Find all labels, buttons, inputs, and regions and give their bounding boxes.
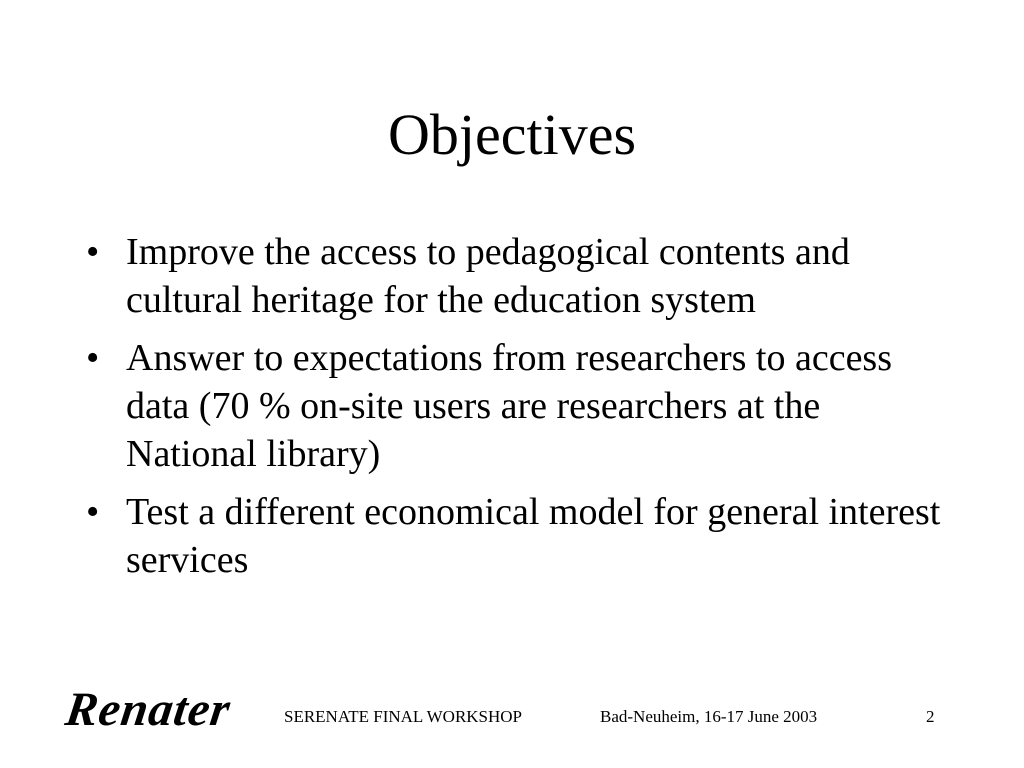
bullet-icon: • [86,491,100,533]
bullet-text: Answer to expectations from researchers to access data (70 % on-site users are researchers at the National library) [126,337,893,475]
bullet-text: Improve the access to pedagogical contents and cultural heritage for the education system [126,231,850,321]
renater-logo: Renater [62,683,235,736]
bullet-item [86,228,946,324]
footer-page-number: 2 [926,707,935,726]
bullet-item [86,334,946,478]
bullet-icon: • [86,337,100,379]
footer-event-name: SERENATE FINAL WORKSHOP [284,707,523,726]
bullet-text: Test a different economical model for general interest services [126,491,941,581]
bullet-icon: • [86,231,100,273]
slide-footer [0,680,1024,740]
slide-title: Objectives [387,102,637,167]
bullet-list [86,228,946,594]
bullet-item [86,488,946,584]
footer-location-date: Bad-Neuheim, 16-17 June 2003 [600,707,818,726]
